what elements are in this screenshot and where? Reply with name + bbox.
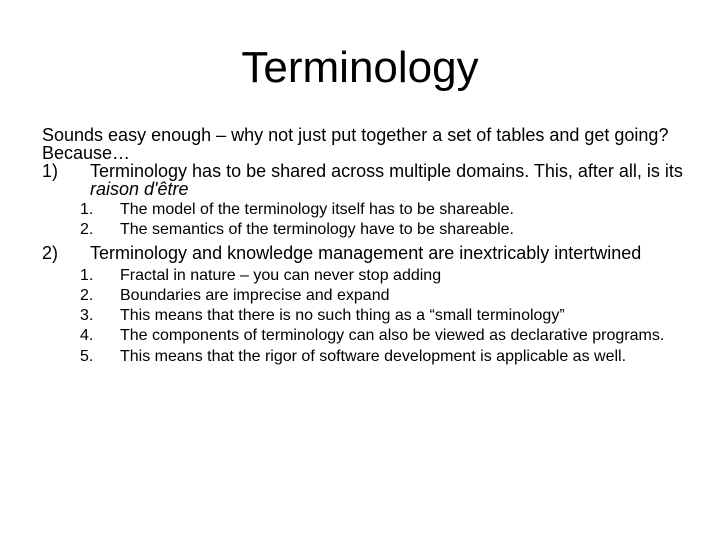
sub-item-1-1 bbox=[42, 202, 692, 218]
because-text: Because… bbox=[42, 143, 131, 163]
list-item-text: Terminology and knowledge management are inextricably intertwined bbox=[90, 243, 642, 263]
sub-item-2-2 bbox=[42, 288, 692, 304]
sub-item-number: 2. bbox=[80, 287, 94, 304]
sub-item-number: 2. bbox=[80, 221, 94, 238]
slide-title: Terminology bbox=[241, 43, 479, 92]
sub-item-number: 1. bbox=[80, 267, 94, 284]
sub-item-2-1 bbox=[42, 268, 692, 284]
sub-item-2-4 bbox=[42, 328, 692, 344]
list-item-italic-text: raison d'être bbox=[90, 179, 189, 199]
list-item-1 bbox=[42, 162, 692, 198]
sub-item-2-5 bbox=[42, 349, 692, 365]
list-item-number: 1) bbox=[42, 161, 59, 181]
sub-item-text: Boundaries are imprecise and expand bbox=[120, 287, 390, 304]
sub-item-text: This means that there is no such thing as a “small terminology” bbox=[120, 307, 565, 324]
sub-item-text: This means that the rigor of software development is applicable as well. bbox=[120, 348, 627, 365]
list-item-2 bbox=[42, 244, 692, 262]
sub-item-number: 1. bbox=[80, 201, 94, 218]
sub-item-text: The components of terminology can also be viewed as declarative programs. bbox=[120, 327, 665, 344]
list-item-text: Terminology has to be shared across multiple domains. This, after all, is its bbox=[90, 161, 683, 181]
sub-item-number: 3. bbox=[80, 307, 94, 324]
sub-item-text: The model of the terminology itself has to be shareable. bbox=[120, 201, 514, 218]
sub-item-text: The semantics of the terminology have to be shareable. bbox=[120, 221, 514, 238]
sub-item-number: 5. bbox=[80, 348, 94, 365]
list-item-number: 2) bbox=[42, 243, 59, 263]
slide-body bbox=[42, 126, 692, 365]
sub-item-2-3 bbox=[42, 308, 692, 324]
sub-item-text: Fractal in nature – you can never stop adding bbox=[120, 267, 442, 284]
intro-text: Sounds easy enough – why not just put together a set of tables and get going? bbox=[42, 125, 669, 145]
sub-item-number: 4. bbox=[80, 327, 94, 344]
sub-item-1-2 bbox=[42, 222, 692, 238]
